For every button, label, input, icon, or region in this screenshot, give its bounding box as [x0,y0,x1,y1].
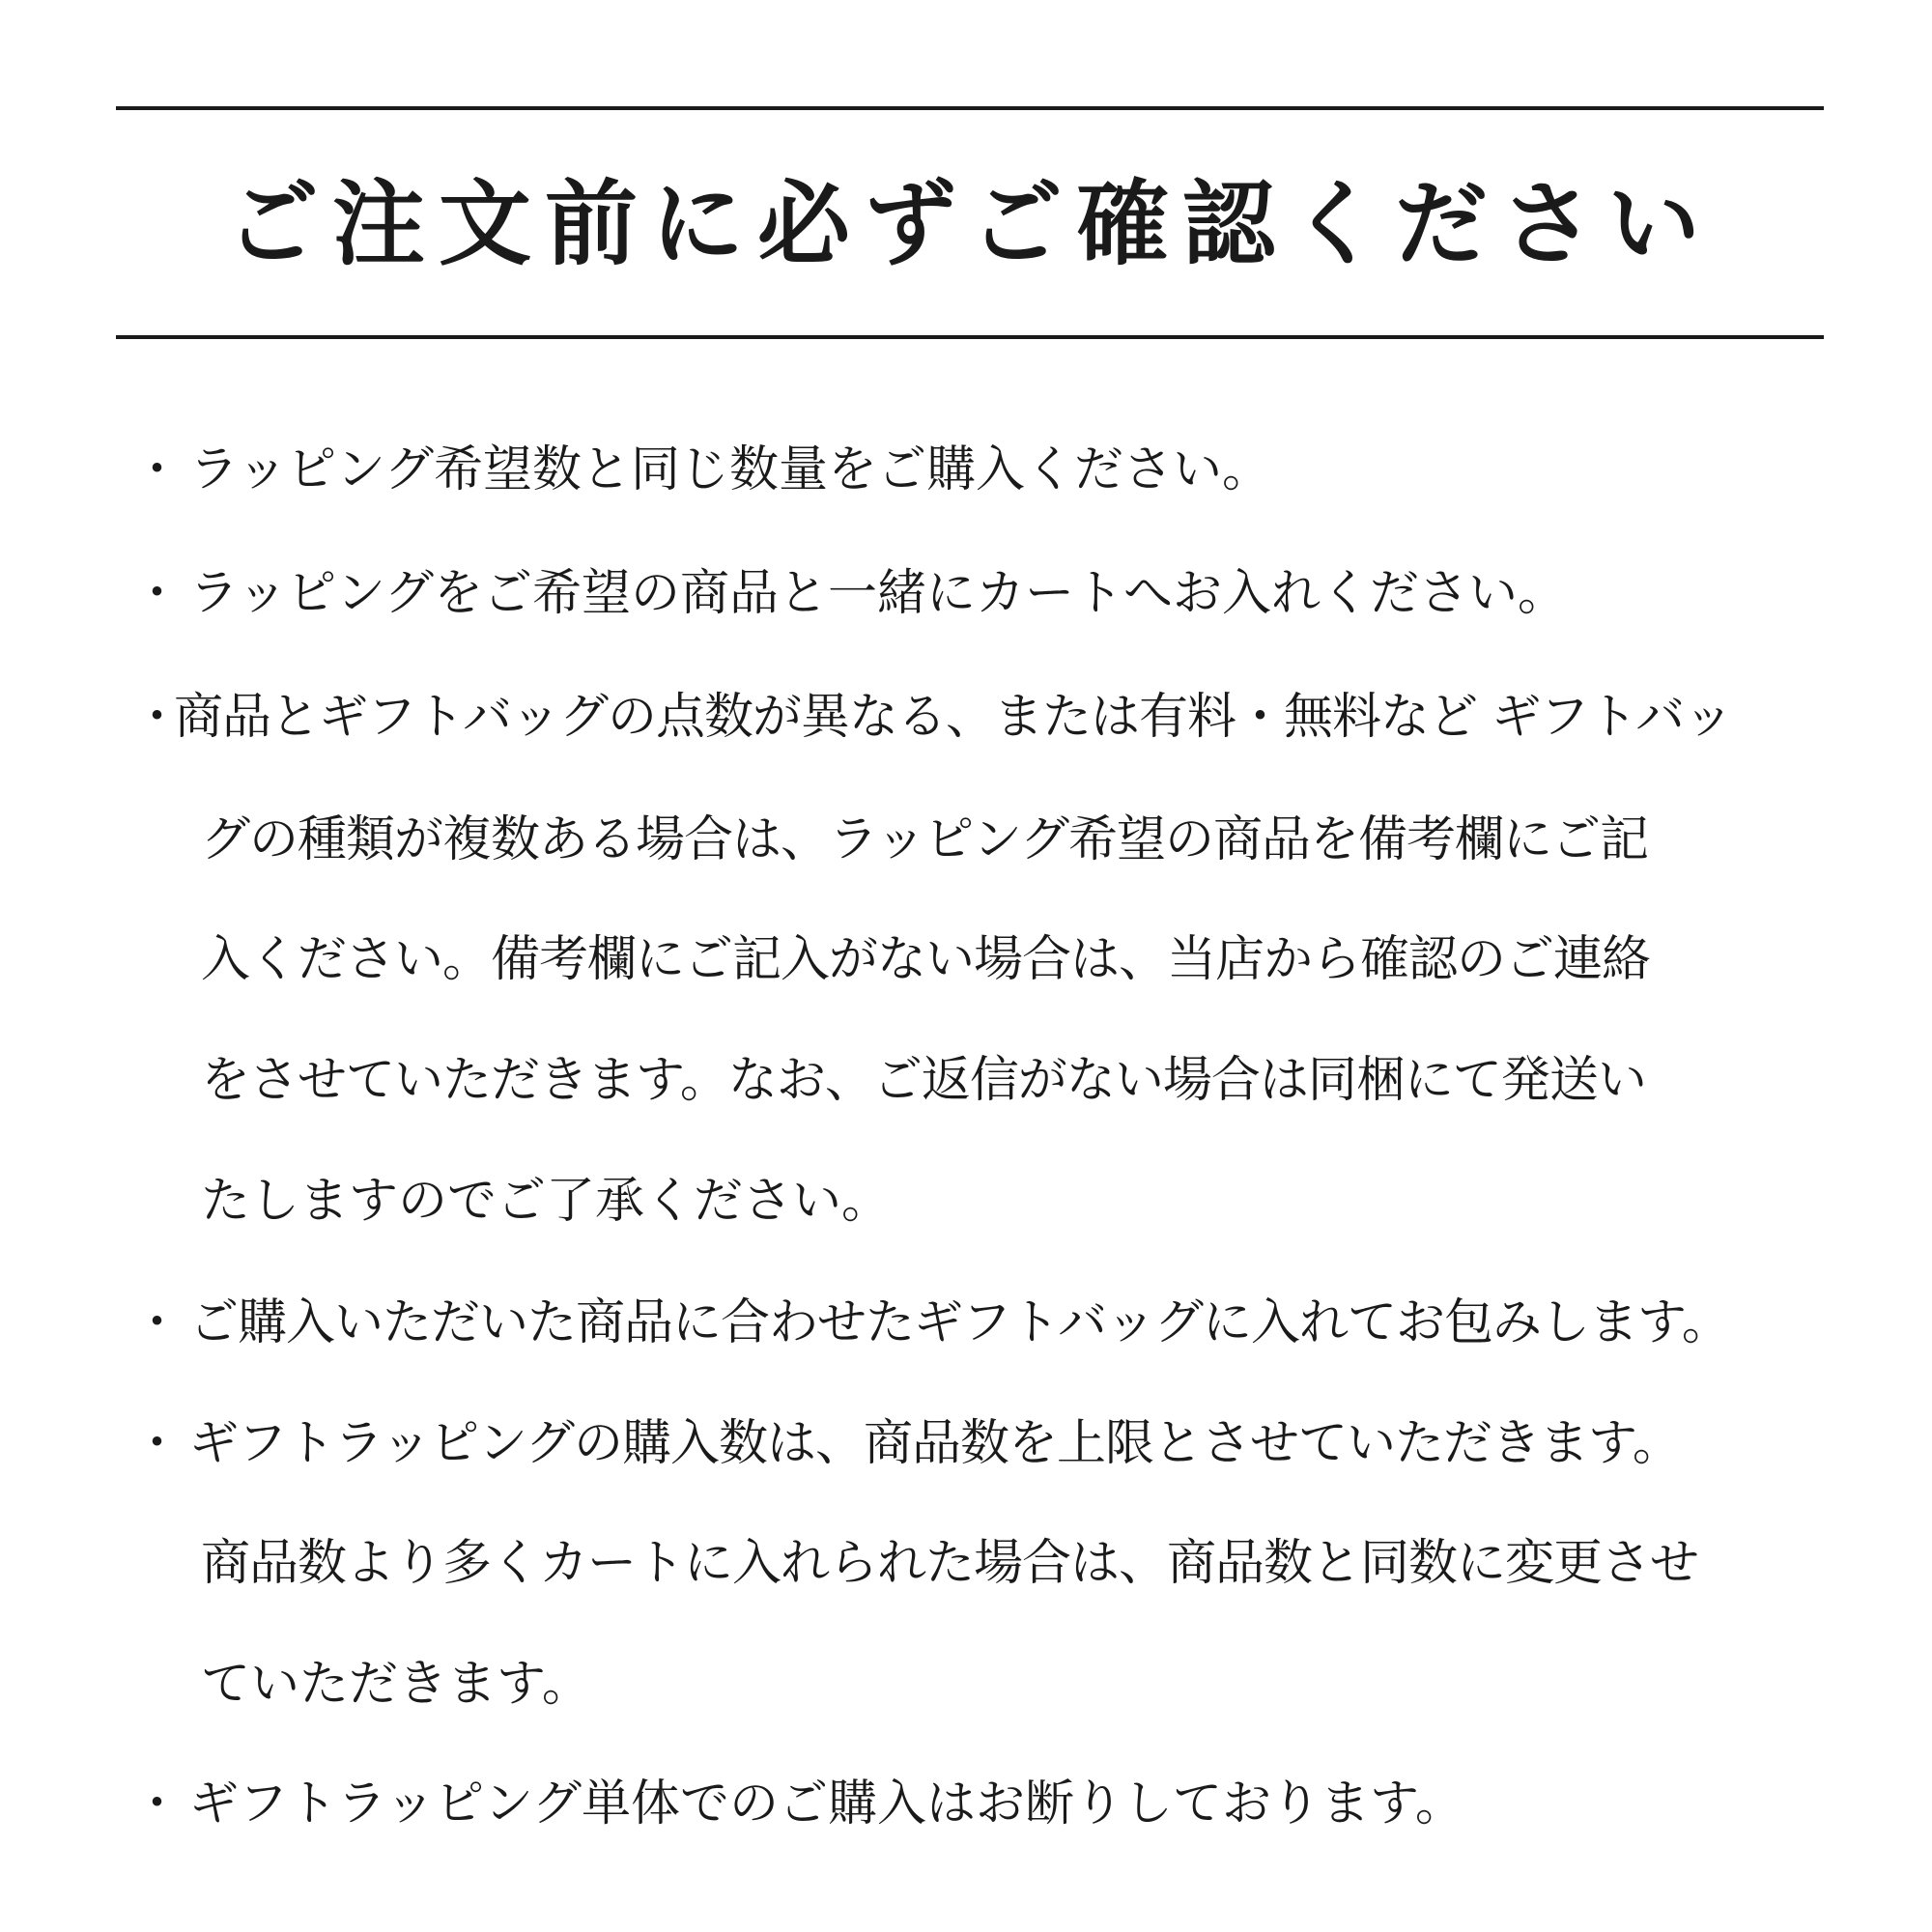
note-text: ギフトラッピング単体でのご購入はお断りしております。 [189,1776,1464,1833]
bullet: ・ [132,1294,183,1351]
page-title: ご注文前に必ずご確認ください [226,170,1714,278]
note-text: 商品とギフトバッグの点数が異なる、または有料・無料など ギフトバッ [174,689,1733,746]
bullet: ・ [132,565,183,622]
note-text: ていただきます。 [201,1656,591,1713]
note-text: たしますのでご了承ください。 [201,1173,892,1230]
bullet: ・ [132,689,183,746]
bullet: ・ [132,1776,183,1833]
note-text: ラッピングをご希望の商品と一緒にカートへお入れください。 [189,565,1567,622]
note-text: 商品数より多くカートに入れられた場合は、商品数と同数に変更させ [201,1535,1699,1592]
bullet: ・ [132,1415,183,1472]
note-text: ラッピング希望数と同じ数量をご購入ください。 [189,441,1271,498]
note-text: 入ください。備考欄にご記入がない場合は、当店から確認のご連絡 [201,931,1651,988]
note-text: ギフトラッピングの購入数は、商品数を上限とさせていただきます。 [189,1415,1681,1472]
note-text: グの種類が複数ある場合は、ラッピング希望の商品を備考欄にご記 [201,811,1648,868]
bullet: ・ [132,441,183,498]
note-text: をさせていただきます。なお、ご返信がない場合は同梱にて発送い [201,1052,1646,1109]
note-text: ご購入いただいた商品に合わせたギフトバッグに入れてお包みします。 [189,1294,1730,1351]
